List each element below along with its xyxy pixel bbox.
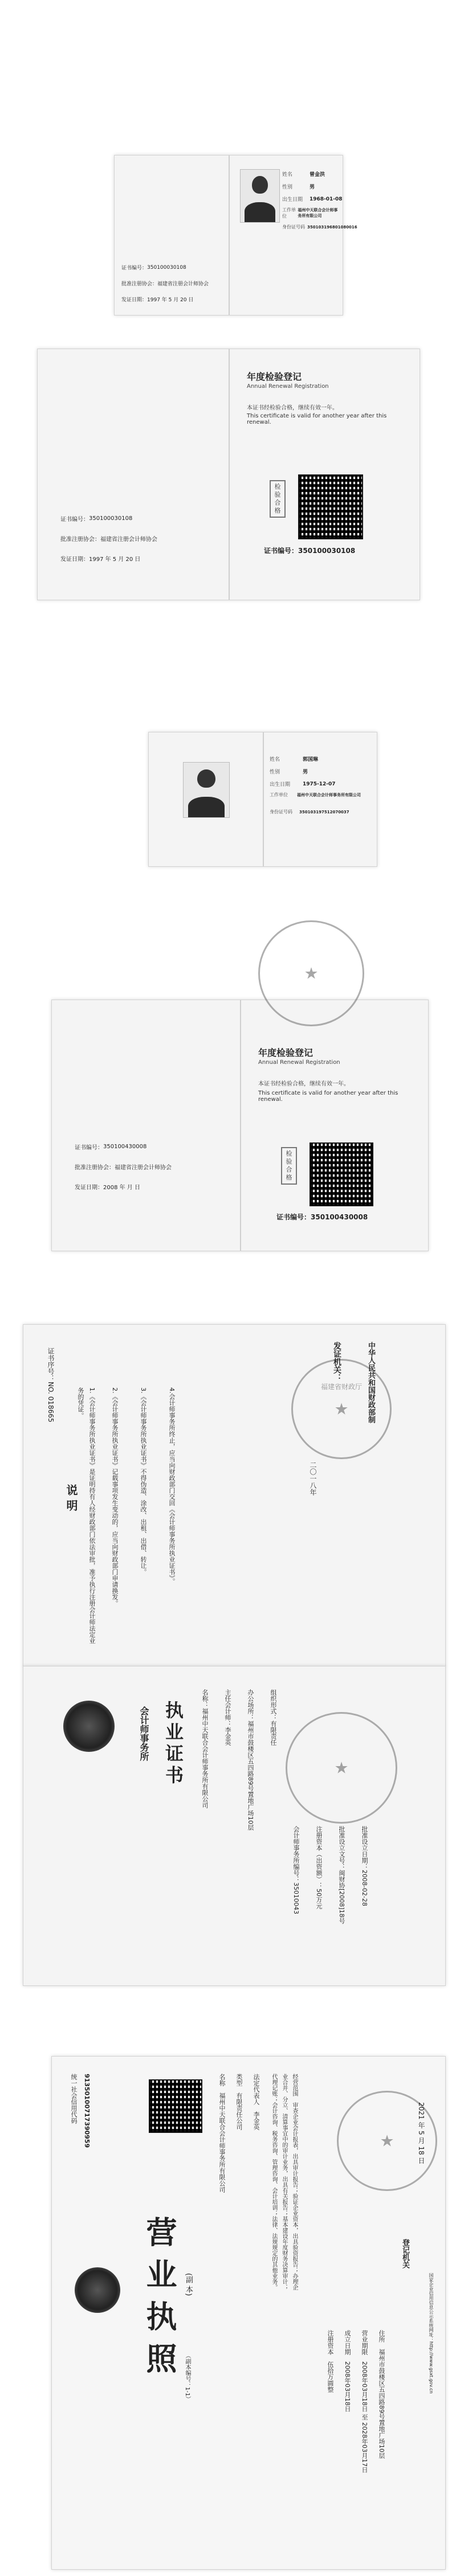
field-label: 工作单位 — [282, 207, 296, 219]
field-value: 350103197512070037 — [299, 809, 349, 814]
cpa-certificate-page-1 — [114, 155, 357, 316]
license-row-address — [377, 2330, 386, 2558]
certificate-left-half — [52, 1000, 240, 1251]
row-label: 组织形式 — [270, 1689, 277, 1714]
license-title: 营业执照 — [141, 2216, 177, 2385]
certificate-left-half — [115, 155, 229, 315]
issue-date-label: 发证日期： — [121, 297, 148, 303]
cert-no-label: 证书编号： — [75, 1145, 103, 1151]
official-seal-icon: ★ — [337, 2091, 437, 2191]
row-value: 有限责任 — [270, 1721, 277, 1746]
issue-date: 1997 年 5 月 20 日 — [147, 297, 194, 303]
renewal-title: 年度检验登记 — [247, 371, 302, 382]
qr-code-icon — [310, 1142, 373, 1206]
authorized-value: 福建省注册会计师协会 — [100, 537, 157, 543]
explanation-item-3: 3.《会计师事务所执业证书》不得伪造、涂改、出租、出借、转让。 — [140, 1387, 147, 1575]
authorized-label: 批准注册协会： — [121, 281, 158, 287]
license-row-type — [234, 2074, 243, 2370]
official-seal-icon: ★ — [286, 1712, 397, 1824]
certificate-left-half — [38, 349, 229, 600]
license-row-established — [343, 2330, 352, 2558]
cert-row-number: 会计师事务所编号：35010043 — [292, 1826, 300, 1914]
field-value: 350103196801080016 — [307, 224, 357, 230]
official-seal-icon: ★ — [258, 920, 364, 1026]
national-emblem-icon — [75, 2267, 120, 2313]
cert-no: 350100030108 — [147, 264, 186, 271]
row-label: 注册资本（出资额） — [315, 1826, 323, 1882]
row-value: 李金英 — [224, 1727, 231, 1746]
row-value: 审查企业会计报表，出具审计报告；验证企业资本，出具验资报告；办理企业合并、分立、清算事宜中的审计业务，出具有关报告；基本建设年度财务决算审计；代理记账；会计咨询、税务咨询、管理咨询、会计培训；法律、法规规定的其他业务。 — [271, 2074, 298, 2290]
renewal-note-en: This certificate is valid for another year after this renewal. — [258, 1090, 398, 1103]
row-label: 成立日期 — [344, 2330, 351, 2355]
license-copy-label: (副 本) — [184, 2273, 193, 2296]
issue-date: 二〇一八年 — [309, 1461, 317, 1496]
row-label: 住所 — [378, 2330, 385, 2342]
certificate-left-half — [149, 732, 263, 866]
official-seal-icon: 福建省财政厅 ★ — [291, 1359, 392, 1459]
explanation-item-1: 1.《会计师事务所执业证书》是证明持有人经财政部门依法审批，准予执行注册会计师法定业务的凭证。 — [77, 1387, 96, 1644]
explanation-title: 说 明 — [64, 1484, 78, 1511]
row-label: 法定代表人 — [253, 2074, 260, 2105]
cert-row-name: 名称：福州中天联合会计师事务所有限公司 — [201, 1689, 209, 1808]
renewal-subtitle: Annual Renewal Registration — [258, 1059, 340, 1066]
authorized-label: 批准注册协会： — [75, 1165, 115, 1171]
issuer-label: 发证机关： — [332, 1342, 341, 1382]
main-title: 执业证书 — [162, 1701, 184, 1787]
field-value: 男 — [310, 185, 315, 190]
license-footer: 国家企业信用信息公示系统网址：http://www.gsxt.gov.cn — [429, 2273, 434, 2394]
renewal-subtitle: Annual Renewal Registration — [247, 383, 329, 390]
renewal-serial — [264, 546, 355, 555]
explanation-item-2: 2.《会计师事务所执业证书》记载事项发生变动的，应当向财政部门申请换发。 — [111, 1387, 119, 1607]
cert-row-form: 组织形式：有限责任 — [270, 1689, 277, 1746]
certificate-right-half — [264, 732, 377, 866]
field-value: 男 — [303, 769, 308, 775]
serial-label: 证书编号： — [276, 1213, 311, 1221]
serial-value: 350100430008 — [311, 1213, 368, 1221]
issue-date: 2008 年 月 日 — [103, 1185, 140, 1191]
inspection-stamp: 检验合格 — [270, 480, 286, 518]
practice-certificate-main — [23, 1666, 446, 1986]
registrar-label: 登记机关 — [401, 2239, 409, 2268]
cpa-certificate-page-3 — [148, 732, 377, 867]
row-value: 伍拾万圆整 — [327, 2361, 334, 2393]
serial-label: 证书编号： — [264, 547, 299, 555]
cert-no-label: 证书编号： — [121, 265, 148, 271]
holder-photo — [183, 762, 230, 818]
row-value: 福州中天联合会计师事务所有限公司 — [218, 2092, 226, 2193]
inspection-stamp: 检验合格 — [281, 1147, 297, 1185]
row-value: 2008年03月18日 至 2028年03月17日 — [361, 2361, 368, 2473]
row-value: 李金英 — [253, 2111, 260, 2130]
authorized-value: 福建省注册会计师协会 — [157, 281, 209, 287]
row-value: 35010043 — [292, 1882, 300, 1914]
row-label: 类型 — [235, 2074, 243, 2086]
field-label: 性别 — [282, 185, 293, 190]
field-label: 出生日期 — [270, 782, 291, 788]
certificate-right-half — [230, 349, 420, 600]
license-row-term — [360, 2330, 369, 2558]
renewal-note-cn: 本证书经检验合格，继续有效一年。 — [247, 405, 338, 411]
row-value: 闽财协[2008]18号 — [338, 1870, 345, 1924]
field-value: 1975-12-07 — [303, 781, 336, 787]
field-value: 福州中天联合会计师事务所有限公司 — [298, 208, 338, 218]
license-row-legal — [251, 2074, 260, 2370]
row-label: 营业期限 — [361, 2330, 368, 2355]
row-value: 福州市鼓楼区五四路89号置地广场10层 — [247, 1721, 254, 1830]
row-value: 2008-02-28 — [361, 1870, 368, 1906]
qr-code-icon — [149, 2079, 202, 2133]
field-value: 1968-01-08 — [310, 196, 343, 202]
cert-row-capital: 注册资本（出资额）：50万元 — [315, 1826, 323, 1909]
renewal-title: 年度检验登记 — [258, 1047, 314, 1058]
cert-row-head: 主任会计师：李金英 — [224, 1689, 231, 1746]
serial-value: 350100030108 — [298, 547, 356, 555]
field-label: 工作单位 — [270, 792, 288, 797]
field-label: 姓名 — [270, 757, 280, 763]
row-value: 福州中天联合会计师事务所有限公司 — [201, 1708, 209, 1808]
authorized-label: 批准注册协会： — [60, 537, 100, 543]
issue-date-label: 发证日期： — [60, 556, 89, 563]
row-value: 有限责任公司 — [235, 2092, 243, 2130]
practice-certificate-explanation — [23, 1324, 446, 1667]
row-label: 名称 — [218, 2074, 226, 2086]
row-label: 办公场所 — [247, 1689, 254, 1714]
certificate-right-half — [230, 155, 357, 315]
cert-no-label: 证书编号： — [60, 517, 89, 523]
license-row-scope — [268, 2074, 299, 2290]
field-value: 福州中天联合会计师事务所有限公司 — [297, 792, 361, 797]
qr-code-icon — [298, 474, 363, 539]
holder-photo — [240, 169, 280, 223]
national-emblem-icon — [63, 1701, 115, 1752]
cpa-certificate-page-2 — [37, 349, 420, 600]
row-value: 50万元 — [315, 1889, 323, 1909]
license-date: 2021 年 5 月 18 日 — [417, 2102, 425, 2164]
field-label: 身份证号码 — [282, 224, 305, 230]
cert-no: 350100030108 — [89, 515, 133, 522]
cert-row-date: 批准设立日期：2008-02-28 — [361, 1826, 368, 1906]
renewal-serial — [276, 1212, 368, 1222]
explanation-item-4: 4.会计师事务所终止，应当向财政部门交回《会计师事务所执业证书》。 — [168, 1387, 176, 1584]
field-value: 曾金洪 — [310, 172, 325, 178]
field-label: 出生日期 — [282, 197, 303, 203]
field-label: 姓名 — [282, 172, 293, 178]
license-row-capital — [325, 2330, 335, 2558]
row-label: 注册资本 — [327, 2330, 334, 2355]
row-label: 会计师事务所编号 — [292, 1826, 300, 1876]
row-label: 经营范围 — [291, 2074, 298, 2096]
cert-no: 350100430008 — [103, 1144, 147, 1150]
license-copy-no: （副本编号：1-1） — [184, 2353, 190, 2402]
field-label: 身份证号码 — [270, 809, 292, 814]
renewal-note-en: This certificate is valid for another year after this renewal. — [247, 413, 387, 425]
certificate-right-half — [241, 964, 428, 1251]
renewal-note-cn: 本证书经检验合格，继续有效一年。 — [258, 1081, 349, 1087]
field-value: 郭国琳 — [303, 757, 319, 763]
cpa-certificate-page-4 — [51, 964, 429, 1251]
credit-code: 91350100717390959 — [83, 2074, 91, 2148]
license-row-name — [217, 2074, 226, 2370]
field-label: 性别 — [270, 769, 280, 775]
cert-row-office: 办公场所：福州市鼓楼区五四路89号置地广场10层 — [247, 1689, 254, 1830]
issue-date: 1997 年 5 月 20 日 — [89, 556, 141, 563]
seal-text: 福建省财政厅 — [320, 1383, 362, 1391]
row-label: 批准设立文号 — [338, 1826, 345, 1864]
authorized-value: 福建省注册会计师协会 — [115, 1165, 172, 1171]
row-label: 主任会计师 — [224, 1689, 231, 1721]
certificate-serial: 证书序号：NO. 018665 — [47, 1348, 55, 1423]
row-label: 名称 — [201, 1689, 209, 1702]
credit-code-label: 统一社会信用代码 — [70, 2074, 78, 2124]
cert-row-approval: 批准设立文号：闽财协[2008]18号 — [338, 1826, 345, 1924]
row-value: 2008年03月18日 — [344, 2361, 351, 2412]
row-label: 批准设立日期 — [361, 1826, 368, 1864]
issue-date-label: 发证日期： — [75, 1185, 103, 1191]
ministry-label: 中华人民共和国财政部制 — [367, 1342, 375, 1423]
business-license — [51, 2056, 446, 2570]
row-value: 福州市鼓楼区五四路89号置地广场10层 — [378, 2349, 385, 2459]
org-title: 会计师事务所 — [139, 1706, 149, 1761]
